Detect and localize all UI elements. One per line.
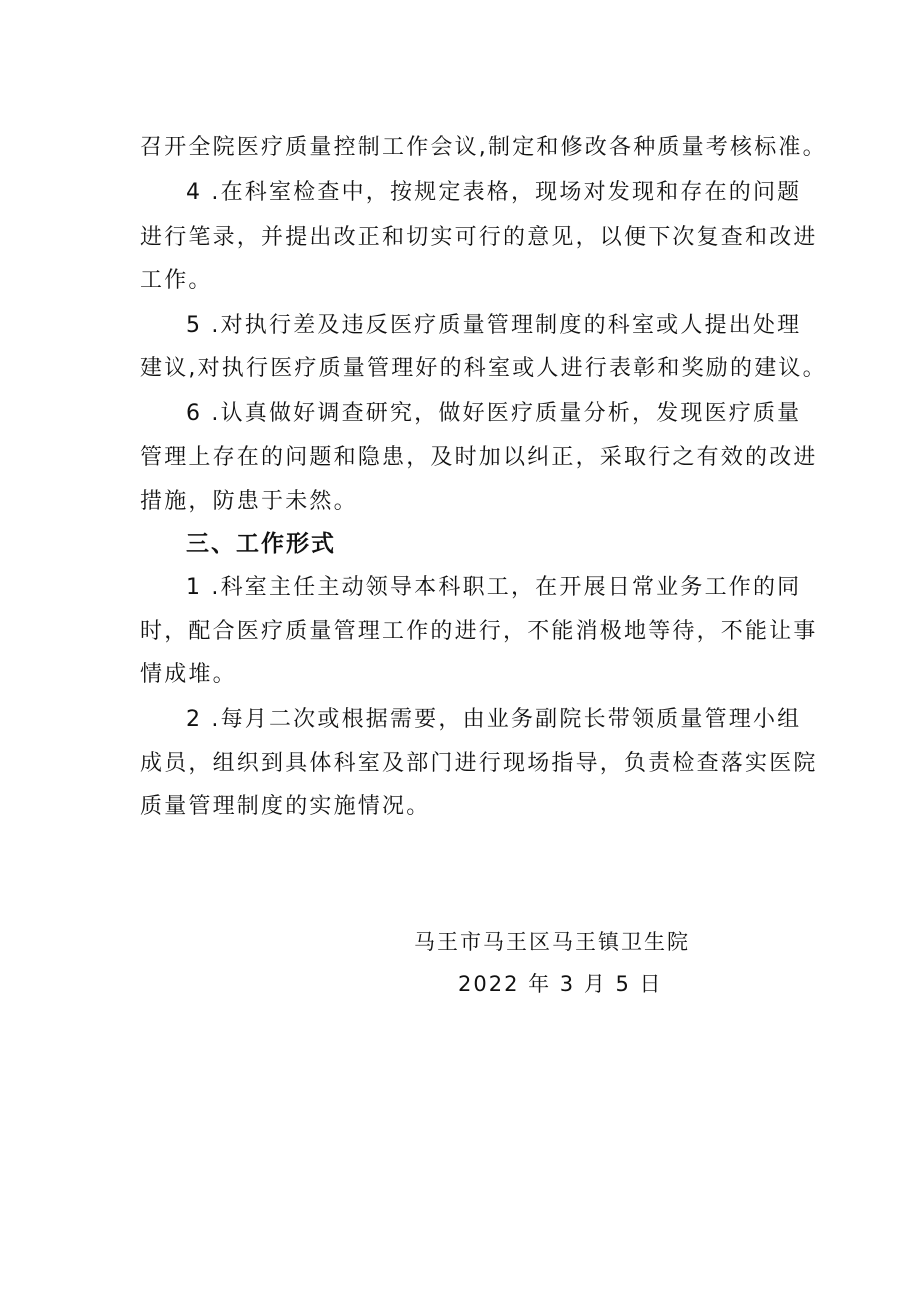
signature-date: 2022 年 3 月 5 日 [458,972,663,996]
paragraph-line: 进行笔录，并提出改正和切实可行的意见，以便下次复查和改进 [140,225,818,250]
paragraph-line: 措施，防患于未然。 [140,489,358,514]
section-heading: 三、工作形式 [186,531,336,557]
paragraph-line: 4 .在科室检查中，按规定表格，现场对发现和存在的问题 [186,180,802,205]
paragraph-line: 召开全院医疗质量控制工作会议,制定和修改各种质量考核标准。 [140,135,827,160]
paragraph-line: 工作。 [140,268,213,293]
paragraph-line: 管理上存在的问题和隐患，及时加以纠正，采取行之有效的改进 [140,445,818,470]
paragraph-line: 时，配合医疗质量管理工作的进行，不能消极地等待，不能让事 [140,619,818,644]
paragraph-line: 情成堆。 [140,662,237,687]
paragraph-line: 6 .认真做好调查研究，做好医疗质量分析，发现医疗质量 [186,401,802,426]
paragraph-line: 成员，组织到具体科室及部门进行现场指导，负责检查落实医院 [140,751,818,776]
paragraph-line: 建议,对执行医疗质量管理好的科室或人进行表彰和奖励的建议。 [140,356,827,381]
paragraph-line: 质量管理制度的实施情况。 [140,794,431,819]
paragraph-line: 2 .每月二次或根据需要，由业务副院长带领质量管理小组 [186,707,802,732]
paragraph-line: 5 .对执行差及违反医疗质量管理制度的科室或人提出处理 [186,313,802,338]
paragraph-line: 1 .科室主任主动领导本科职工，在开展日常业务工作的同 [186,575,802,600]
signature-organization: 马王市马王区马王镇卫生院 [414,930,690,954]
